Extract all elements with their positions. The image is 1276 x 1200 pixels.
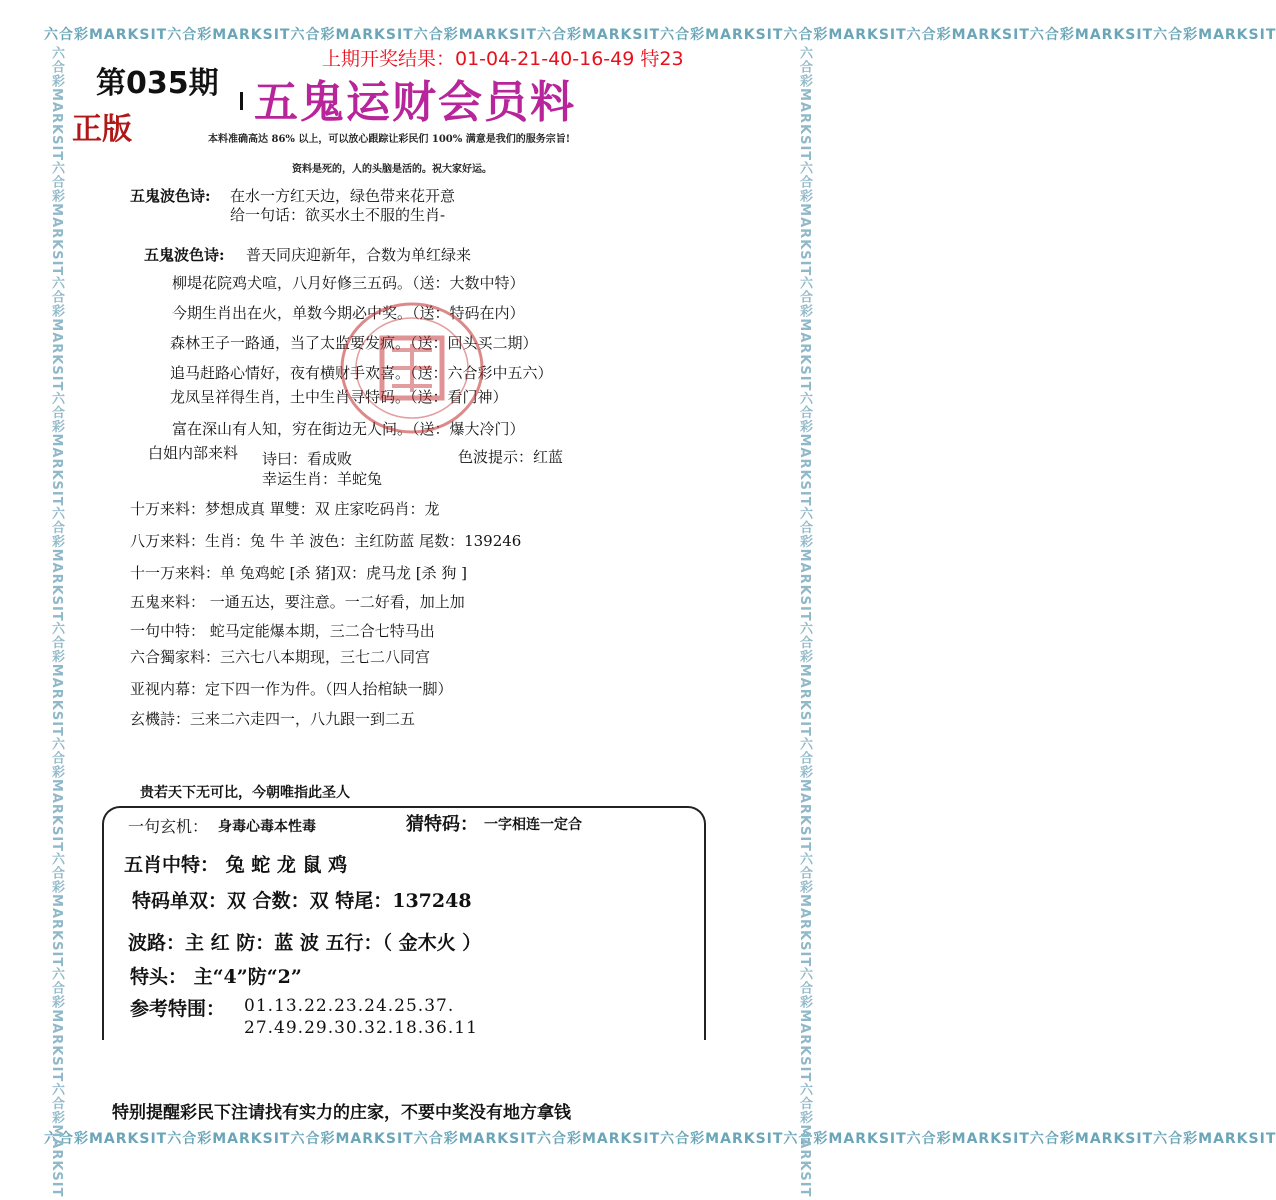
baiji-wave-hint: 色波提示：红蓝 [458, 448, 564, 466]
previous-result: 上期开奖结果：01-04-21-40-16-49 特23 [322, 48, 684, 70]
issue-number: 第035期 [96, 66, 219, 101]
wave-path: 波路：主 红 防：蓝 波 五行：（ 金木火 ） [128, 932, 482, 954]
five-zodiac: 五肖中特： 兔 蛇 龙 鼠 鸡 [124, 854, 348, 876]
page-title: 五鬼运财会员料 [254, 77, 576, 128]
baiji-lucky-zodiac: 幸运生肖：羊蛇兔 [262, 470, 383, 488]
poem2-verse: 富在深山有人知，穷在街边无人问。（送：爆大冷门） [172, 420, 525, 438]
item-atv-insider: 亚视内幕：定下四一作为件。（四人抬棺缺一脚） [130, 680, 453, 698]
guess-label: 猜特码： [406, 814, 478, 835]
item-one-line: 一句中特： 蛇马定能爆本期，三二合七特马出 [130, 622, 435, 640]
item-exclusive: 六合獨家料：三六七八本期现，三七二八同宫 [130, 648, 431, 666]
poem2-verse: 柳堤花院鸡犬喧，八月好修三五码。（送：大数中特） [172, 274, 525, 292]
xuanji-label: 一句玄机： [128, 817, 209, 836]
slogan-luck: 资料是死的，人的头脑是活的。祝大家好运。 [292, 164, 492, 175]
item-mystic-poem: 玄機詩：三来二六走四一，八九跟一到二五 [130, 710, 416, 728]
seal-stamp-icon [338, 300, 486, 436]
reference-label: 参考特围： [130, 998, 226, 1020]
item-110k: 十一万来料：单 兔鸡蛇 [杀 猪]双：虎马龙 [杀 狗 ] [130, 564, 468, 582]
poem2-verse: 追马赶路心情好，夜有横财手欢喜。（送：六合彩中五六） [170, 364, 553, 382]
border-left-watermark: 六合彩MARKSIT六合彩MARKSIT六合彩MARKSIT六合彩MARKSIT六合彩MARKSIT六合彩MARKSIT六合彩MARKSIT六合彩MARKSIT六合彩MARKSIT六合彩MARKSIT [49, 46, 64, 1198]
item-80k: 八万来料：生肖：兔 牛 羊 波色：主红防蓝 尾数：139246 [130, 532, 522, 550]
item-100k: 十万来料：梦想成真 單雙：双 庄家吃码肖：龙 [130, 500, 440, 518]
xuanji-text: 身毒心毒本性毒 [218, 819, 316, 835]
reference-numbers-2: 27.49.29.30.32.18.36.11 [244, 1018, 478, 1038]
border-right-watermark: 六合彩MARKSIT六合彩MARKSIT六合彩MARKSIT六合彩MARKSIT六合彩MARKSIT六合彩MARKSIT六合彩MARKSIT六合彩MARKSIT六合彩MARKSIT六合彩MARKSIT [797, 46, 812, 1198]
border-bottom-watermark: 六合彩MARKSIT六合彩MARKSIT六合彩MARKSIT六合彩MARKSIT六合彩MARKSIT六合彩MARKSIT六合彩MARKSIT六合彩MARKSIT六合彩MARKSIT六合彩MARKSIT [44, 1131, 1276, 1147]
item-wugui: 五鬼来料： 一通五达，要注意。一二好看，加上加 [130, 593, 465, 611]
genuine-mark: 正版 [72, 112, 132, 147]
poem2-verse: 森林王子一路通，当了太监要发疯。（送：回头买二期） [170, 334, 538, 352]
baiji-poem: 诗曰：看成败 [262, 450, 353, 468]
reference-numbers-1: 01.13.22.23.24.25.37. [244, 996, 455, 1016]
border-top-watermark: 六合彩MARKSIT六合彩MARKSIT六合彩MARKSIT六合彩MARKSIT六合彩MARKSIT六合彩MARKSIT六合彩MARKSIT六合彩MARKSIT六合彩MARKSIT六合彩MARKSIT [44, 27, 1276, 43]
special-head: 特头： 主“4”防“2” [130, 966, 302, 988]
odd-even: 特码单双：双 合数：双 特尾：137248 [132, 890, 472, 912]
slogan-accuracy: 本料准确高达 86% 以上，可以放心跟踪让彩民们 100% 满意是我们的服务宗旨! [208, 134, 571, 145]
poem2-verse: 龙凤呈祥得生肖，土中生肖寻特码。（送：看门神） [170, 388, 508, 406]
baiji-label: 白姐内部来料 [148, 444, 239, 462]
title-divider [240, 92, 243, 110]
footer-warning: 特别提醒彩民下注请找有实力的庄家，不要中奖没有地方拿钱 [112, 1103, 571, 1123]
guess-text: 一字相连一定合 [484, 817, 582, 833]
poem2-line1: 普天同庆迎新年，合数为单红绿来 [246, 246, 472, 264]
saying: 贵若天下无可比，今朝唯指此圣人 [140, 785, 350, 801]
poem1-line2: 给一句话：欲买水土不服的生肖- [230, 206, 446, 224]
poem2-verse: 今期生肖出在火，单数今期必中奖。（送：特码在内） [172, 304, 525, 322]
poem1-line1: 在水一方红天边，绿色带来花开意 [230, 187, 456, 205]
poem2-label: 五鬼波色诗: [144, 246, 225, 264]
poem1-label: 五鬼波色诗: [130, 187, 211, 205]
